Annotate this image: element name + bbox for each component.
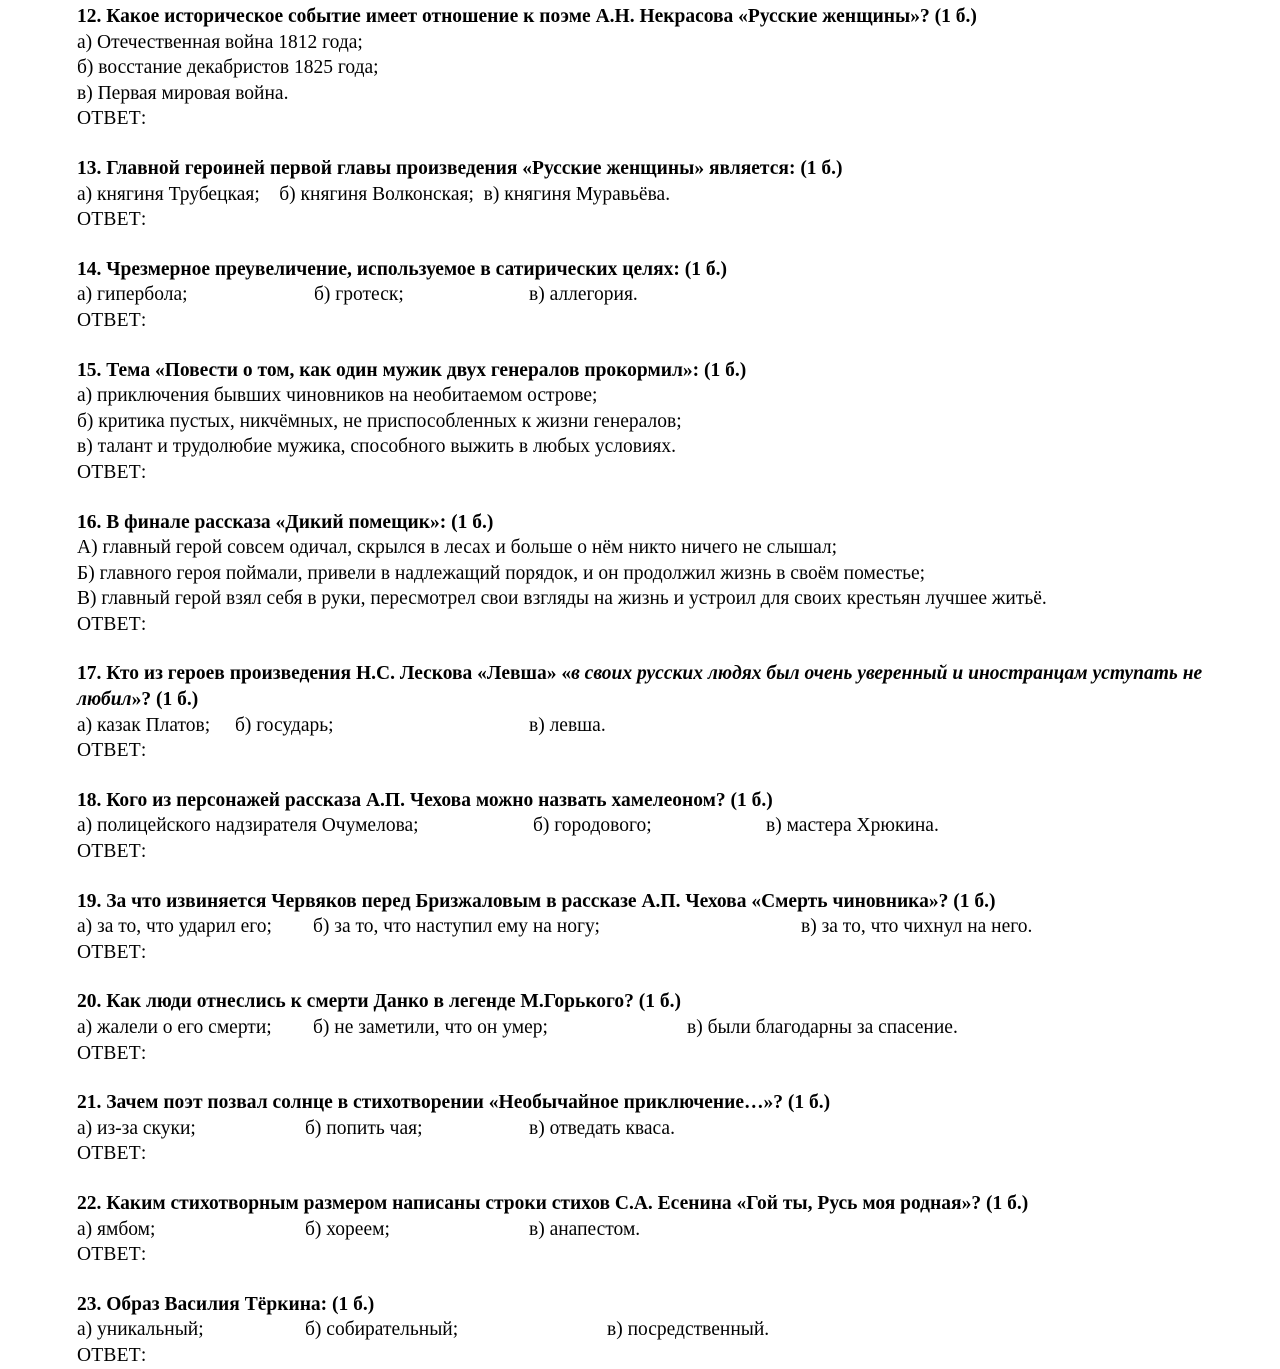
- answer-label-19[interactable]: ОТВЕТ:: [77, 941, 147, 963]
- question-option-18-c[interactable]: в) мастера Хрюкина.: [766, 815, 939, 837]
- question-option-12-a[interactable]: а) Отечественная война 1812 года;: [77, 31, 363, 53]
- answer-label-20[interactable]: ОТВЕТ:: [77, 1042, 147, 1064]
- answer-label-17[interactable]: ОТВЕТ:: [77, 740, 147, 762]
- question-stem-17-part-1: 17. Кто из героев произведения Н.С. Лескова «Левша» «: [77, 663, 572, 685]
- question-block-16: [77, 510, 1260, 638]
- question-option-23-c[interactable]: в) посредственный.: [607, 1319, 770, 1341]
- question-option-20-a[interactable]: а) жалели о его смерти;: [77, 1017, 272, 1038]
- answer-label-13[interactable]: ОТВЕТ:: [77, 209, 147, 231]
- question-options-22: [77, 1217, 1260, 1243]
- question-option-22-b[interactable]: б) хореем;: [305, 1218, 390, 1240]
- question-option-15-a[interactable]: а) приключения бывших чиновников на необитаемом острове;: [77, 385, 598, 407]
- question-stem-18: 18. Кого из персонажей рассказа А.П. Чехова можно назвать хамелеоном? (1 б.): [77, 789, 773, 811]
- question-option-15-c[interactable]: в) талант и трудолюбие мужика, способного выжить в любых условиях.: [77, 436, 677, 458]
- question-option-12-b[interactable]: б) восстание декабристов 1825 года;: [77, 57, 379, 79]
- question-option-16-a[interactable]: А) главный герой совсем одичал, скрылся в лесах и больше о нём никто ничего не слышал;: [77, 537, 838, 559]
- question-block-18: [77, 788, 1260, 865]
- question-option-23-a[interactable]: а) уникальный;: [77, 1319, 204, 1341]
- question-option-17-a[interactable]: а) казак Платов;: [77, 714, 211, 736]
- question-options-20: [77, 1015, 1260, 1041]
- question-options-21: [77, 1116, 1260, 1142]
- question-stem-19: 19. За что извиняется Червяков перед Бризжаловым в рассказе А.П. Чехова «Смерть чиновника»? (1 б.): [77, 890, 996, 912]
- question-options-17: [77, 713, 1260, 739]
- question-stem-14: 14. Чрезмерное преувеличение, используемое в сатирических целях: (1 б.): [77, 258, 728, 280]
- answer-label-18[interactable]: ОТВЕТ:: [77, 841, 147, 863]
- question-options-13[interactable]: а) княгиня Трубецкая; б) княгиня Волконская; в) княгиня Муравьёва.: [77, 183, 671, 205]
- answer-label-14[interactable]: ОТВЕТ:: [77, 309, 147, 331]
- question-option-16-b[interactable]: Б) главного героя поймали, привели в надлежащий порядок, и он продолжил жизнь в своём поместье;: [77, 562, 926, 584]
- question-block-22: [77, 1191, 1260, 1268]
- answer-label-23[interactable]: ОТВЕТ:: [77, 1344, 147, 1366]
- answer-label-12[interactable]: ОТВЕТ:: [77, 108, 147, 130]
- question-option-19-c[interactable]: в) за то, что чихнул на него.: [801, 916, 1033, 938]
- question-block-15: [77, 358, 1260, 486]
- question-stem-20: 20. Как люди отнеслись к смерти Данко в легенде М.Горького? (1 б.): [77, 991, 682, 1013]
- document-body: [0, 4, 1280, 1369]
- question-option-21-b[interactable]: б) попить чая;: [305, 1117, 423, 1139]
- question-option-17-c[interactable]: в) левша.: [529, 714, 606, 736]
- question-option-16-c[interactable]: В) главный герой взял себя в руки, пересмотрел свои взгляды на жизнь и устроил для своих крестьян лучшее житьё.: [77, 588, 1047, 610]
- question-stem-12: 12. Какое историческое событие имеет отношение к поэме А.Н. Некрасова «Русские женщины»? (1 б.): [77, 6, 977, 27]
- question-option-18-b[interactable]: б) городового;: [533, 815, 652, 837]
- answer-label-22[interactable]: ОТВЕТ:: [77, 1244, 147, 1266]
- question-option-19-b[interactable]: б) за то, что наступил ему на ногу;: [313, 916, 600, 938]
- question-option-15-b[interactable]: б) критика пустых, никчёмных, не приспособленных к жизни генералов;: [77, 410, 682, 432]
- question-block-20: [77, 989, 1260, 1066]
- question-option-21-c[interactable]: в) отведать кваса.: [529, 1117, 675, 1139]
- question-option-14-b[interactable]: б) гротеск;: [314, 284, 404, 306]
- question-option-22-c[interactable]: в) анапестом.: [529, 1218, 641, 1240]
- question-option-17-b[interactable]: б) государь;: [235, 714, 334, 736]
- question-block-17: [77, 661, 1260, 763]
- question-stem-13: 13. Главной героиней первой главы произведения «Русские женщины» является: (1 б.): [77, 157, 843, 179]
- question-option-22-a[interactable]: а) ямбом;: [77, 1218, 156, 1240]
- question-option-20-c[interactable]: в) были благодарны за спасение.: [687, 1017, 958, 1038]
- question-block-12: [77, 4, 1260, 132]
- question-option-18-a[interactable]: а) полицейского надзирателя Очумелова;: [77, 815, 419, 837]
- question-option-14-a[interactable]: а) гипербола;: [77, 284, 188, 306]
- question-block-14: [77, 257, 1260, 334]
- question-block-21: [77, 1090, 1260, 1167]
- question-options-18: [77, 813, 1260, 839]
- question-options-14: [77, 282, 1260, 308]
- answer-label-21[interactable]: ОТВЕТ:: [77, 1143, 147, 1165]
- question-block-13: [77, 156, 1260, 233]
- question-option-19-a[interactable]: а) за то, что ударил его;: [77, 916, 272, 938]
- answer-label-15[interactable]: ОТВЕТ:: [77, 461, 147, 483]
- question-stem-15: 15. Тема «Повести о том, как один мужик двух генералов прокормил»: (1 б.): [77, 359, 747, 381]
- question-stem-17-quote: в своих русских людях был очень уверенный и иностранцам уступать не любил: [77, 663, 1208, 711]
- question-stem-16: 16. В финале рассказа «Дикий помещик»: (1 б.): [77, 511, 494, 533]
- question-option-20-b[interactable]: б) не заметили, что он умер;: [313, 1017, 548, 1038]
- question-option-12-c[interactable]: в) Первая мировая война.: [77, 82, 289, 104]
- question-stem-21: 21. Зачем поэт позвал солнце в стихотворении «Необычайное приключение…»? (1 б.): [77, 1092, 831, 1114]
- question-stem-22: 22. Каким стихотворным размером написаны строки стихов С.А. Есенина «Гой ты, Русь моя родная»? (1 б.): [77, 1192, 1029, 1214]
- question-option-23-b[interactable]: б) собирательный;: [305, 1319, 459, 1341]
- answer-label-16[interactable]: ОТВЕТ:: [77, 613, 147, 635]
- question-options-19: [77, 914, 1260, 940]
- question-stem-17: [77, 661, 1260, 712]
- question-options-23: [77, 1317, 1260, 1343]
- question-block-19: [77, 889, 1260, 966]
- question-option-14-c[interactable]: в) аллегория.: [529, 284, 638, 306]
- question-stem-23: 23. Образ Василия Тёркина: (1 б.): [77, 1293, 375, 1315]
- question-option-21-a[interactable]: а) из-за скуки;: [77, 1117, 196, 1139]
- question-stem-17-part-3: »? (1 б.): [131, 689, 199, 711]
- question-block-23: [77, 1292, 1260, 1369]
